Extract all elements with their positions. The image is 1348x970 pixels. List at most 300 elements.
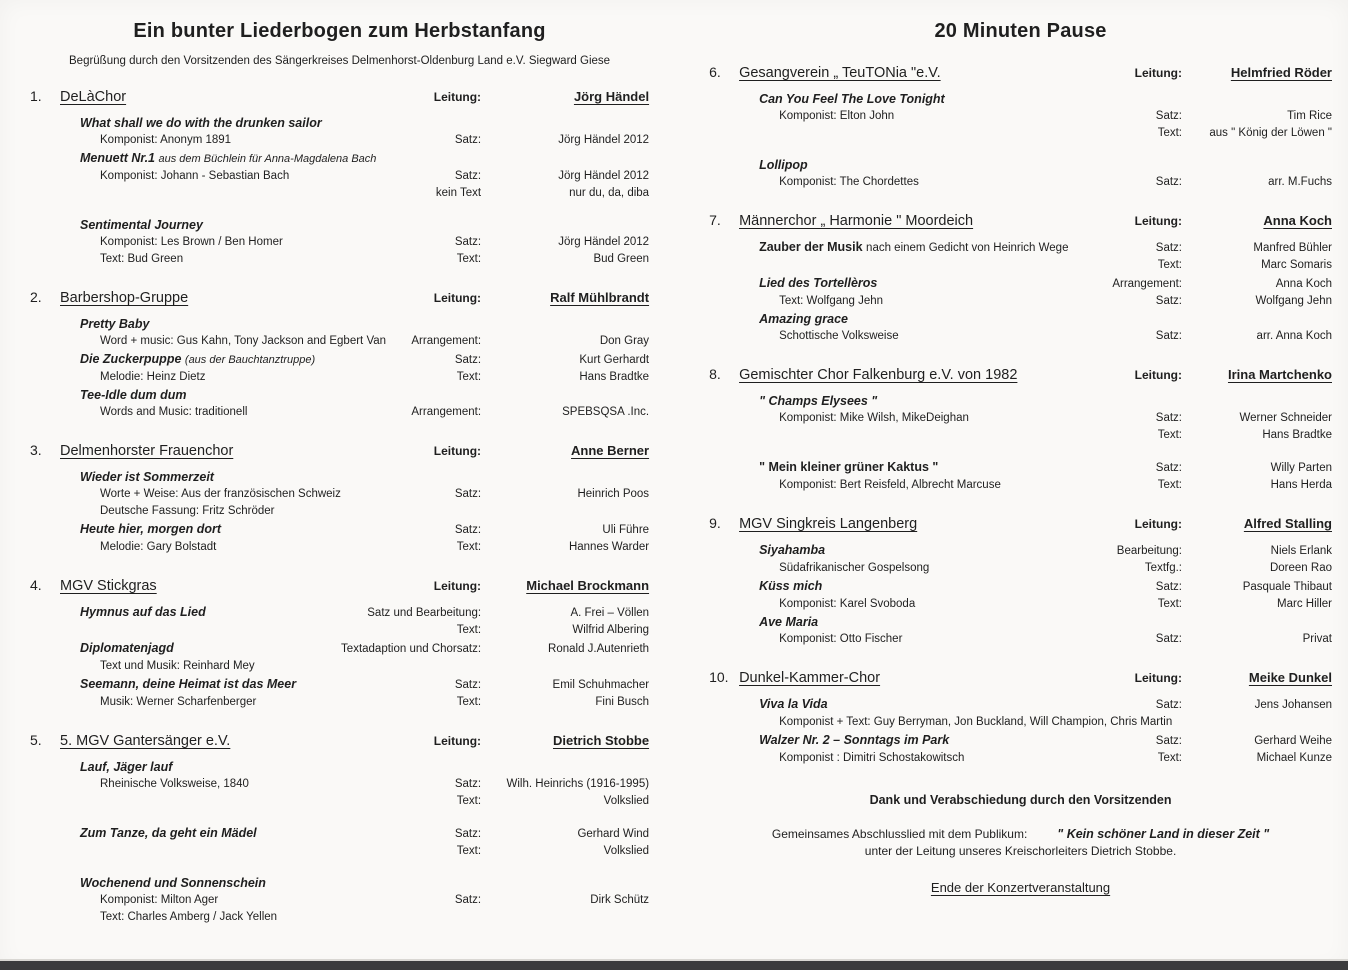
song-title: Hymnus auf das Lied [80,605,206,619]
item-number: 9. [709,515,721,531]
song-block [709,459,1332,494]
row-value: Hans Bradtke [579,371,650,383]
item-header [709,64,1332,82]
song-title-cell [709,732,1087,749]
song-title-row [30,875,649,892]
song-detail-row [709,631,1332,648]
song-detail-text: Words and Music: traditionell [100,406,248,418]
song-title-suffix: nach einem Gedicht von Heinrich Wege [866,242,1069,254]
row-value: Pasquale Thibaut [1242,581,1332,593]
song-title: " Mein kleiner grüner Kaktus " [759,460,939,474]
song-detail-row [709,257,1332,274]
row-value: Ronald J.Autenrieth [548,643,650,655]
item-number: 10. [709,669,729,685]
row-label: Text: [1157,752,1182,764]
row-value: Marc Hiller [1277,598,1332,610]
song-block [709,614,1332,648]
song-detail-row [30,909,649,926]
song-title: Seemann, deine Heimat ist das Meer [80,677,297,691]
song-title-row [30,150,649,168]
closing-line [709,827,1332,841]
song-detail-text: Text und Musik: Reinhard Mey [100,660,255,672]
row-label: Textadaption und Chorsatz: [341,643,482,655]
song-title: Menuett Nr.1 [80,151,156,165]
song-block [30,115,649,149]
row-value: Niels Erlank [1270,545,1332,557]
row-value: Hannes Warder [568,541,650,553]
item-header [30,732,649,750]
song-detail-row [30,793,649,810]
leitung-label: Leitung: [433,90,482,104]
song-detail-text: Musik: Werner Scharfenberger [100,696,257,708]
conductor-name: Dietrich Stobbe [552,733,650,748]
song-detail-text: Komponist : Dimitri Schostakowitsch [779,752,965,764]
song-block [709,275,1332,310]
row-value: Wolfgang Jehn [1255,295,1332,307]
row-label: Text: [456,624,482,636]
row-label: Text: [1157,479,1182,491]
song-block [709,732,1332,767]
song-title-row [30,604,649,622]
conductor-name: Irina Martchenko [1227,367,1332,382]
song-title-cell [709,696,1087,713]
program-item [709,669,1332,767]
row-value: Uli Führe [602,524,650,536]
row-label: Satz: [454,236,482,248]
row-label: Text: [456,795,482,807]
item-name: Barbershop-Gruppe [60,290,189,306]
song-detail-text: Komponist: The Chordettes [779,176,919,188]
song-title-cell [30,115,649,132]
scan-bottom-bar [0,959,1348,970]
song-detail-text: Südafrikanischer Gospelsong [779,562,930,574]
song-detail-row [30,168,649,185]
song-title-cell [30,676,386,693]
row-label: Satz: [1155,110,1182,122]
song-detail-text: Word + music: Gus Kahn, Tony Jackson and Egbert Van [100,335,387,347]
row-label: Satz: [1155,462,1182,474]
row-value: Michael Kunze [1256,752,1332,764]
page-right [709,12,1332,927]
song-detail-row [30,251,649,268]
item-header [709,366,1332,384]
conductor-name: Anna Koch [1263,213,1332,228]
row-label: Arrangement: [411,335,482,347]
song-title-cell [30,521,386,538]
row-value: Wilfrid Albering [572,624,650,636]
song-detail-text: Komponist: Mike Wilsh, MikeDeighan [779,412,969,424]
item-header [30,88,649,106]
row-label: Text: [456,696,482,708]
song-block [709,578,1332,613]
item-header [30,289,649,307]
song-detail-row [30,503,649,520]
song-title: Küss mich [759,579,823,593]
song-title: Sentimental Journey [80,218,203,232]
song-block [709,157,1332,191]
song-title-row [30,217,649,234]
row-value: A. Frei – Völlen [570,607,650,619]
row-value: Gerhard Weihe [1254,735,1332,747]
song-title-cell [30,351,386,369]
row-value: Doreen Rao [1269,562,1332,574]
song-title-cell [709,157,1332,174]
item-name: MGV Stickgras [60,578,157,594]
item-name: Gesangverein „ TeuTONia "e.V. [739,65,941,81]
song-title-row [30,759,649,776]
item-number: 7. [709,212,721,228]
song-detail-row [709,596,1332,613]
song-title: Heute hier, morgen dort [80,522,221,536]
song-title: Viva la Vida [759,697,828,711]
row-value: Anna Koch [1275,278,1332,290]
song-title-row [30,469,649,486]
row-value: Volkslied [603,845,650,857]
song-title-cell [30,217,649,234]
leitung-label: Leitung: [1134,671,1182,685]
song-detail-row [709,125,1332,142]
program-item [30,88,649,268]
song-title-row [30,115,649,132]
page-title-right: 20 Minuten Pause [934,20,1107,42]
song-title: Zauber der Musik [759,240,863,254]
row-label: Satz: [454,170,482,182]
song-detail-text: Deutsche Fassung: Fritz Schröder [100,505,275,517]
conductor-name: Ralf Mühlbrandt [550,290,650,305]
leitung-label: Leitung: [1134,66,1182,80]
row-label: Text: [1157,127,1182,139]
song-block [30,469,649,520]
song-title-cell [30,150,649,168]
song-detail-row [709,714,1332,731]
song-title-cell [709,239,1087,257]
leitung-label: Leitung: [1134,368,1182,382]
leitung-label: Leitung: [433,291,482,305]
song-title-suffix: aus dem Büchlein für Anna-Magdalena Bach [158,153,377,165]
row-value: Privat [1302,633,1332,645]
song-title-row [709,311,1332,328]
song-detail-text: Schottische Volksweise [779,330,899,342]
leitung-label: Leitung: [1134,517,1182,531]
row-value: nur du, da, diba [569,187,650,199]
program-item [709,64,1332,191]
row-label: kein Text [435,187,482,199]
row-value: Hans Bradtke [1262,429,1332,441]
row-label: Satz und Bearbeitung: [367,607,482,619]
row-label: Satz: [1155,699,1182,711]
item-header [30,577,649,595]
conductor-name: Jörg Händel [573,89,650,104]
row-label: Satz: [454,524,482,536]
song-block [30,521,649,556]
closing-song-title: " Kein schöner Land in dieser Zeit " [1057,827,1270,841]
program-footer [709,793,1332,895]
song-title-row [709,578,1332,596]
song-detail-row [30,843,649,860]
item-header [709,669,1332,687]
song-detail-text: Komponist: Les Brown / Ben Homer [100,236,283,248]
song-detail-text: Melodie: Gary Bolstadt [100,541,217,553]
row-label: Satz: [454,828,482,840]
conductor-name: Meike Dunkel [1248,670,1332,685]
item-number: 6. [709,64,721,80]
program-item [30,577,649,711]
row-value: Heinrich Poos [577,488,650,500]
song-detail-row [30,333,649,350]
song-title: Wieder ist Sommerzeit [80,470,214,484]
song-detail-row [30,658,649,675]
song-detail-text: Text: Wolfgang Jehn [779,295,884,307]
song-detail-row [30,892,649,909]
closing-prefix: Gemeinsames Abschlusslied mit dem Publikum: [771,827,1028,841]
song-title: Walzer Nr. 2 – Sonntags im Park [759,733,950,747]
song-detail-row [709,108,1332,125]
song-detail-text: Komponist + Text: Guy Berryman, Jon Buckland, Will Champion, Chris Martin [779,716,1173,728]
row-value: Gerhard Wind [577,828,650,840]
program-item [709,212,1332,345]
item-header [709,515,1332,533]
row-value: Werner Schneider [1239,412,1332,424]
row-value: arr. M.Fuchs [1268,176,1332,188]
song-title-cell [30,469,649,486]
row-label: Text: [456,371,482,383]
row-value: Kurt Gerhardt [579,354,650,366]
song-detail-row [709,293,1332,310]
song-title-cell [30,604,367,621]
program-item [709,515,1332,648]
song-title: Ave Maria [759,615,819,629]
song-title-row [30,351,649,369]
song-block [709,239,1332,274]
song-block [709,311,1332,345]
row-value: Tim Rice [1287,110,1332,122]
end-line: Ende der Konzertveranstaltung [930,880,1111,895]
row-label: Satz: [1155,633,1182,645]
song-detail-row [30,185,649,202]
leitung-label: Leitung: [433,579,482,593]
song-block [30,604,649,639]
song-detail-text: Komponist: Johann - Sebastian Bach [100,170,290,182]
song-block [30,387,649,421]
conductor-name: Helmfried Röder [1230,65,1332,80]
row-label: Satz: [1155,242,1182,254]
row-label: Satz: [454,894,482,906]
song-block [30,316,649,350]
song-detail-row [30,694,649,711]
song-detail-row [709,328,1332,345]
song-detail-row [30,404,649,421]
item-header [709,212,1332,230]
program-item [30,289,649,421]
song-detail-text: Komponist: Elton John [779,110,895,122]
song-title: Lollipop [759,158,808,172]
end-line-wrap [709,858,1332,895]
song-block [30,150,649,202]
row-label: Text: [456,541,482,553]
song-detail-text: Komponist: Anonym 1891 [100,134,232,146]
song-title-row [30,316,649,333]
song-block [30,759,649,810]
song-title-row [30,825,649,843]
item-name: MGV Singkreis Langenberg [739,516,918,532]
song-title: Tee-Idle dum dum [80,388,187,402]
song-block [709,393,1332,444]
song-block [30,351,649,386]
song-title: Amazing grace [759,312,848,326]
row-label: Text: [456,845,482,857]
row-value: Willy Parten [1270,462,1332,474]
row-label: Satz: [454,679,482,691]
song-title-row [709,614,1332,631]
song-detail-row [30,622,649,639]
conductor-name: Anne Berner [571,443,650,458]
song-detail-row [30,776,649,793]
row-label: Satz: [454,778,482,790]
row-label: Bearbeitung: [1116,545,1182,557]
song-title-row [709,732,1332,750]
song-block [30,875,649,926]
song-title-cell [709,459,1087,476]
song-title: Zum Tanze, da geht ein Mädel [80,826,257,840]
page-title-left: Ein bunter Liederbogen zum Herbstanfang [133,20,546,42]
song-detail-text: Komponist: Karel Svoboda [779,598,916,610]
song-detail-row [30,369,649,386]
song-detail-text: Melodie: Heinz Dietz [100,371,206,383]
row-label: Text: [1157,429,1182,441]
item-number: 2. [30,289,42,305]
row-value: Don Gray [599,335,650,347]
item-name: Delmenhorster Frauenchor [60,443,234,459]
row-value: Jörg Händel 2012 [558,134,650,146]
song-detail-row [709,410,1332,427]
song-title-row [709,91,1332,108]
song-title-cell [30,387,649,404]
song-title: Wochenend und Sonnenschein [80,876,266,890]
song-detail-row [30,132,649,149]
song-detail-text: Komponist: Milton Ager [100,894,219,906]
item-name: Dunkel-Kammer-Chor [739,670,881,686]
song-title: " Champs Elysees " [759,394,878,408]
song-detail-text: Komponist: Otto Fischer [779,633,903,645]
song-title-cell [709,542,1087,559]
program-item [30,732,649,926]
footer-thanks: Dank und Verabschiedung durch den Vorsitzenden [869,793,1172,807]
row-label: Satz: [1155,295,1182,307]
song-block [30,640,649,675]
song-detail-text: Text: Charles Amberg / Jack Yellen [100,911,278,923]
song-title-row [709,696,1332,714]
row-value: Jörg Händel 2012 [558,170,650,182]
row-label: Arrangement: [411,406,482,418]
leitung-label: Leitung: [1134,214,1182,228]
conductor-name: Michael Brockmann [526,578,650,593]
row-value: Hans Herda [1270,479,1332,491]
row-value: Manfred Bühler [1253,242,1332,254]
closing-line2: unter der Leitung unseres Kreischorleiters Dietrich Stobbe. [864,844,1177,858]
row-value: aus " König der Löwen " [1209,127,1332,139]
item-number: 3. [30,442,42,458]
song-block [709,91,1332,142]
song-title-row [709,157,1332,174]
song-detail-row [30,539,649,556]
row-value: Dirk Schütz [590,894,650,906]
song-title-row [709,459,1332,477]
row-label: Text: [456,253,482,265]
song-detail-text: Text: Bud Green [100,253,184,265]
song-title-cell [709,578,1087,595]
song-title-cell [709,91,1332,108]
song-title: Lauf, Jäger lauf [80,760,173,774]
leitung-label: Leitung: [433,734,482,748]
song-title: What shall we do with the drunken sailor [80,116,322,130]
song-title-row [709,542,1332,560]
item-number: 5. [30,732,42,748]
song-title-row [709,275,1332,293]
song-detail-text: Rheinische Volksweise, 1840 [100,778,249,790]
row-value: Jörg Händel 2012 [558,236,650,248]
song-title: Diplomatenjagd [80,641,174,655]
song-title-cell [30,759,649,776]
row-value: Volkslied [603,795,650,807]
row-label: Satz: [454,488,482,500]
song-detail-row [709,477,1332,494]
song-block [30,217,649,268]
item-number: 4. [30,577,42,593]
row-label: Textfg.: [1144,562,1182,574]
song-block [30,825,649,860]
song-block [709,542,1332,577]
item-name: 5. MGV Gantersänger e.V. [60,733,231,749]
row-value: Bud Green [593,253,650,265]
song-title-cell [30,640,341,657]
row-value: Emil Schuhmacher [552,679,650,691]
page-left [30,12,649,927]
row-value: Marc Somaris [1261,259,1332,271]
song-title-cell [709,393,1332,410]
song-title: Lied des Tortellèros [759,276,878,290]
row-value: Wilh. Heinrichs (1916-1995) [506,778,650,790]
song-title: Die Zuckerpuppe [80,352,182,366]
page-subtitle: Begrüßung durch den Vorsitzenden des Sängerkreises Delmenhorst-Oldenburg Land e.V. Siegward Giese [69,55,611,67]
song-detail-text: Komponist: Bert Reisfeld, Albrecht Marcuse [779,479,1001,491]
song-title-row [30,640,649,658]
row-value: Jens Johansen [1254,699,1332,711]
song-title-cell [709,311,1332,328]
song-title-cell [30,875,649,892]
row-label: Satz: [1155,412,1182,424]
row-label: Satz: [454,134,482,146]
song-title: Pretty Baby [80,317,150,331]
song-title: Siyahamba [759,543,826,557]
item-name: Gemischter Chor Falkenburg e.V. von 1982 [739,367,1018,383]
song-title-suffix: (aus der Bauchtanztruppe) [184,354,316,366]
song-detail-row [30,234,649,251]
row-label: Satz: [1155,735,1182,747]
conductor-name: Alfred Stalling [1243,516,1332,531]
row-label: Satz: [1155,581,1182,593]
song-title-row [30,676,649,694]
row-label: Arrangement: [1112,278,1182,290]
song-title-cell [709,275,1087,292]
song-title: Can You Feel The Love Tonight [759,92,945,106]
song-title-cell [30,316,649,333]
item-header [30,442,649,460]
song-title-row [709,393,1332,410]
row-label: Satz: [1155,176,1182,188]
song-title-row [30,387,649,404]
row-label: Satz: [1155,330,1182,342]
song-title-row [30,521,649,539]
